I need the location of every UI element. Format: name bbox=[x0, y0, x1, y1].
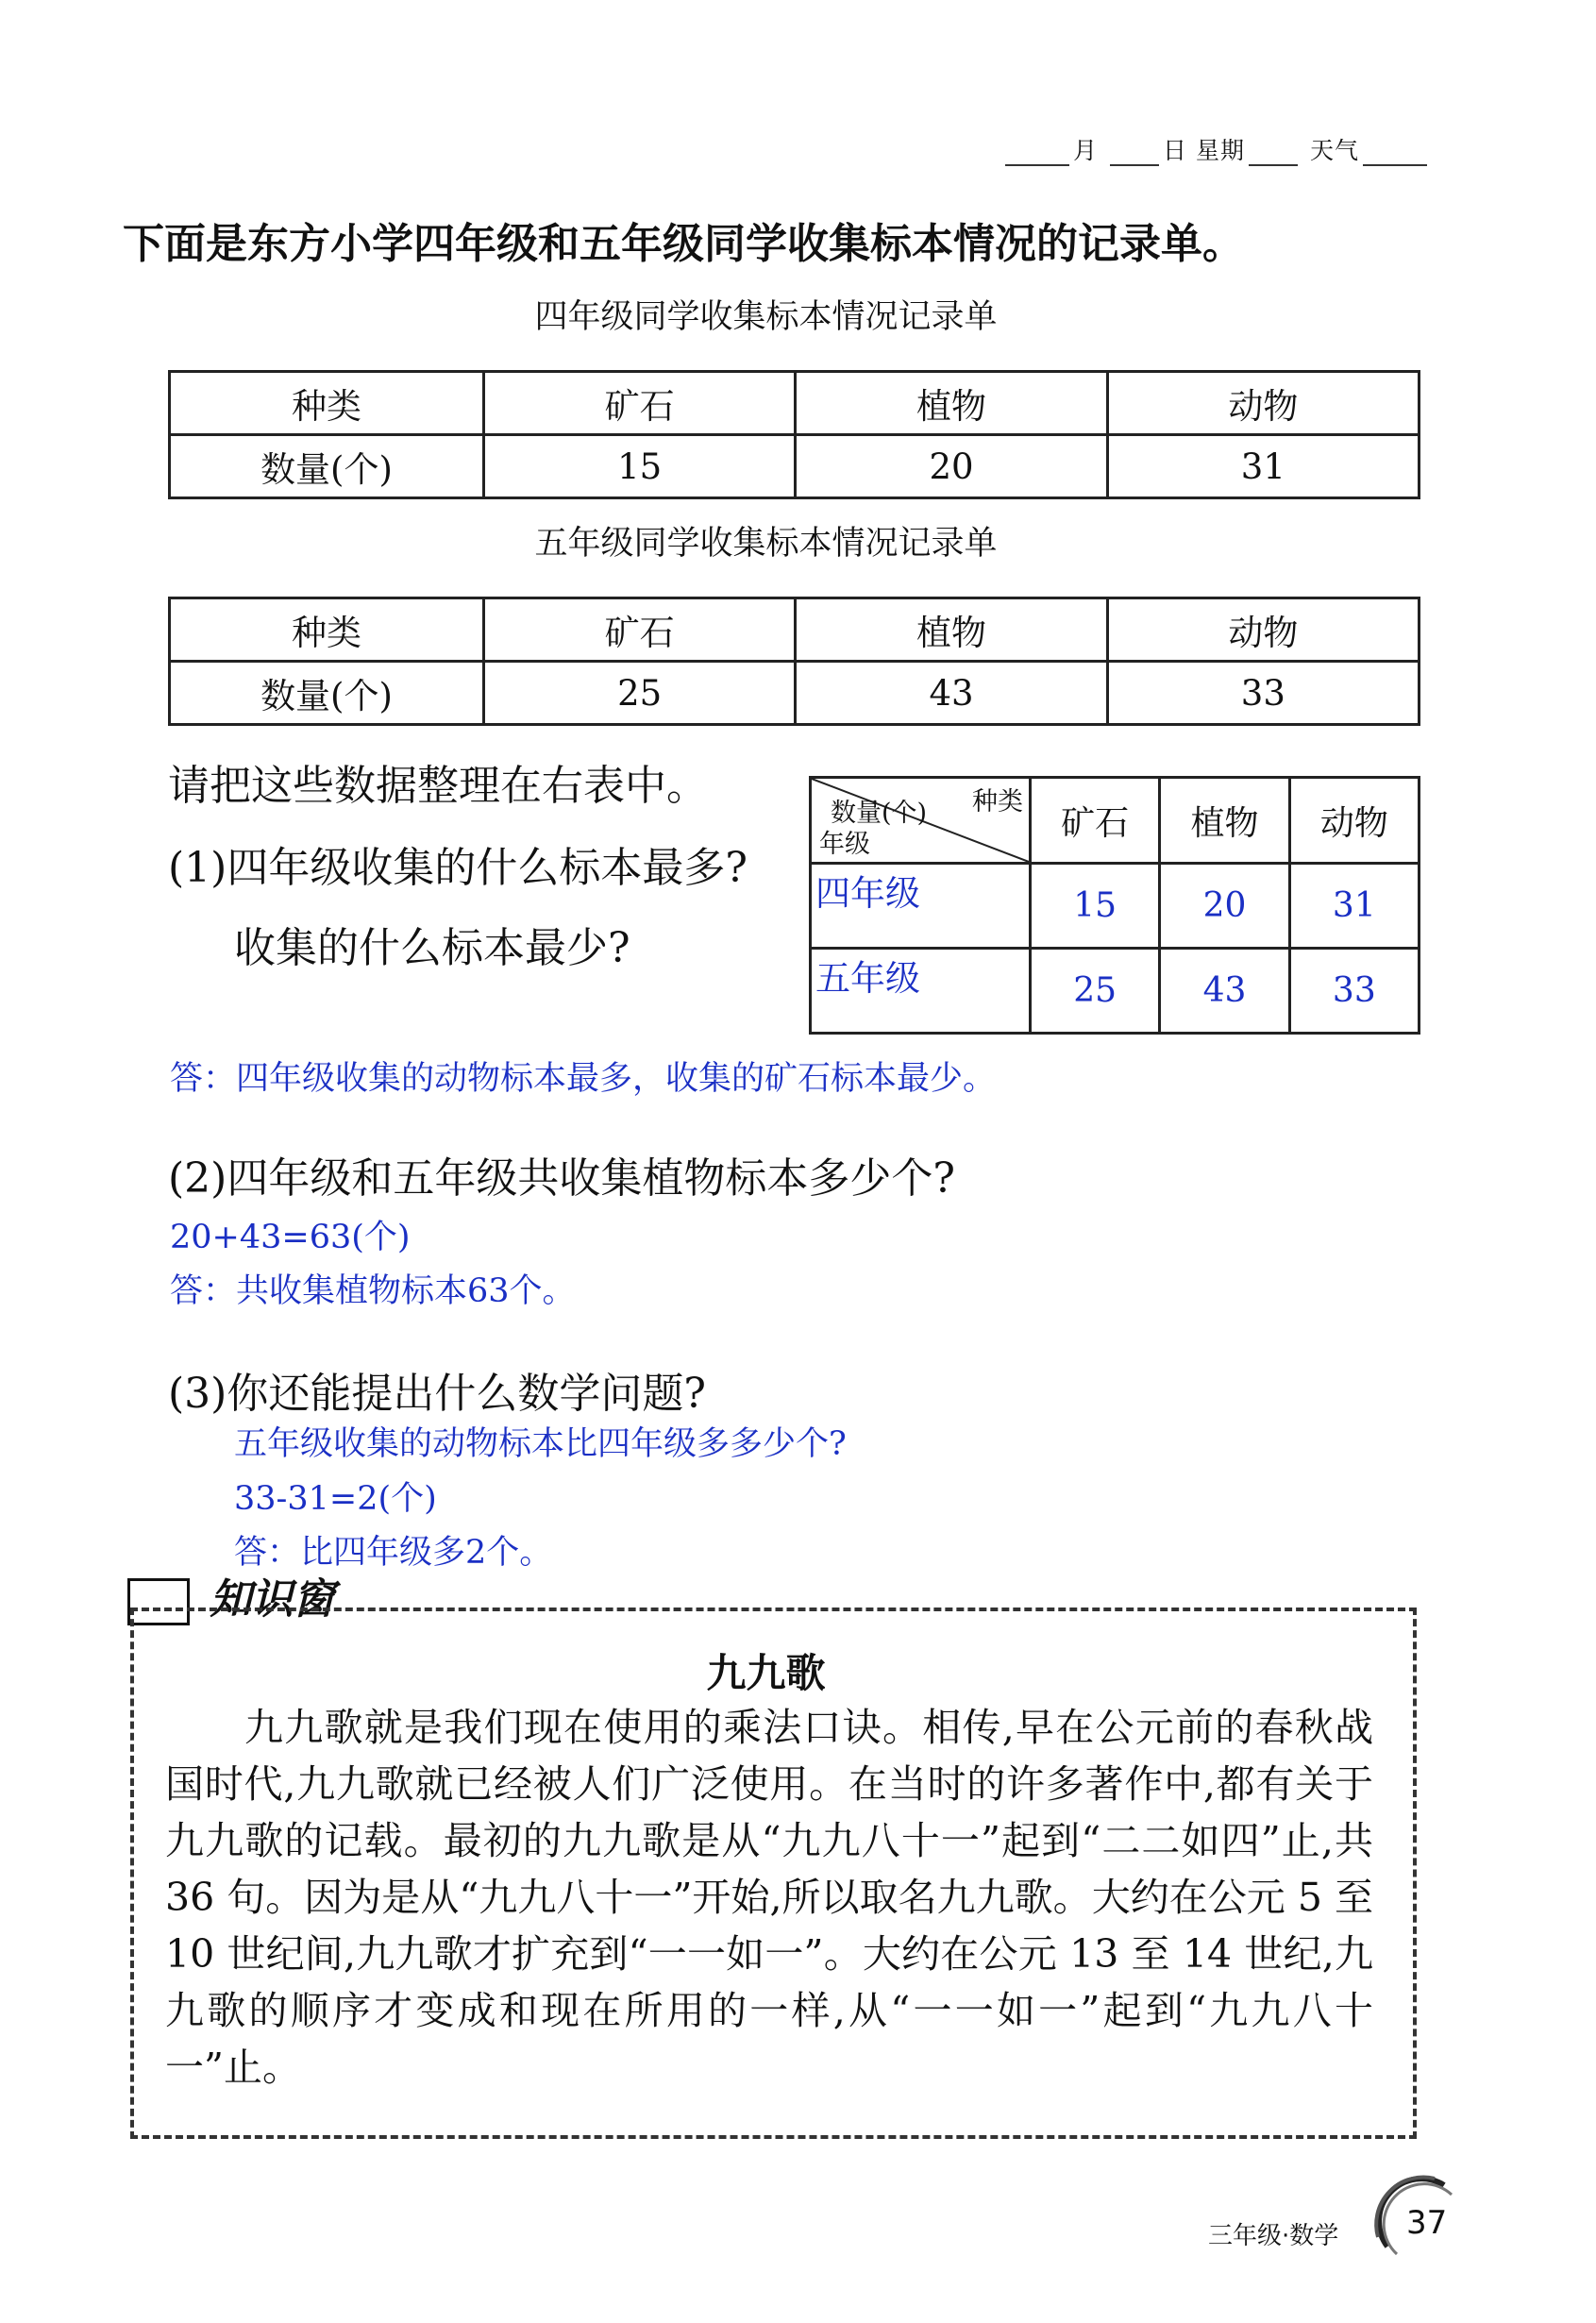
summary-row bbox=[811, 949, 1420, 1034]
knowledge-title: 九九歌 bbox=[706, 1650, 826, 1696]
summary-row-label: 四年级 bbox=[811, 864, 1031, 949]
q3-calc: 33-31=2(个) bbox=[234, 1480, 437, 1518]
corner-mid-label: 数量(个) bbox=[831, 799, 928, 828]
q2-question: (2)四年级和五年级共收集植物标本多少个? bbox=[168, 1154, 955, 1203]
q2-answer: 答：共收集植物标本63个。 bbox=[170, 1272, 576, 1310]
table5-header-cell: 矿石 bbox=[484, 598, 796, 662]
knowledge-logo-text: 知识窗 bbox=[210, 1575, 335, 1624]
table5-cell: 数量(个) bbox=[170, 662, 484, 725]
table4-cell: 20 bbox=[796, 435, 1107, 498]
summary-row bbox=[811, 864, 1420, 949]
table4-cell: 15 bbox=[484, 435, 796, 498]
summary-row-label: 五年级 bbox=[811, 949, 1031, 1034]
page-number: 37 bbox=[1406, 2204, 1448, 2242]
summary-table bbox=[809, 776, 1420, 1035]
table4-header-cell: 植物 bbox=[796, 372, 1107, 435]
q1-line1: (1)四年级收集的什么标本最多? bbox=[168, 844, 748, 892]
summary-col-header: 矿石 bbox=[1031, 778, 1160, 864]
knowledge-paragraph: 九九歌就是我们现在使用的乘法口诀。相传,早在公元前的春秋战国时代,九九歌就已经被人们广泛使用。在当时的许多著作中,都有关于九九歌的记载。最初的九九歌是从“九九八十一”起到“二二如四”止,共 36 句。因为是从“九九八十一”开始,所以取名九九歌。大约在公元 5 至 10 世纪间,九九歌才扩充到“一一如一”。大约在公元 13 至 14 世纪,九九歌的顺序才变成和现在所用的一样,从“一一如一”起到“九九八十一”止。 bbox=[165, 1705, 1373, 2090]
table5-header-cell: 动物 bbox=[1107, 598, 1419, 662]
table5-cell: 25 bbox=[484, 662, 796, 725]
summary-corner bbox=[811, 778, 1031, 864]
summary-cell: 15 bbox=[1031, 864, 1160, 949]
day-label: 日 bbox=[1163, 137, 1188, 164]
table5-header-cell: 种类 bbox=[170, 598, 484, 662]
summary-cell: 25 bbox=[1031, 949, 1160, 1034]
q3-ask: 五年级收集的动物标本比四年级多多少个? bbox=[234, 1425, 847, 1463]
date-weather-line bbox=[1001, 132, 1431, 166]
q3-question: (3)你还能提出什么数学问题? bbox=[168, 1370, 706, 1418]
summary-cell: 20 bbox=[1160, 864, 1289, 949]
month-label: 月 bbox=[1073, 137, 1099, 164]
corner-top-label: 种类 bbox=[972, 787, 1023, 816]
q2-calc: 20+43=63(个) bbox=[170, 1219, 411, 1256]
intro-text: 下面是东方小学四年级和五年级同学收集标本情况的记录单。 bbox=[123, 220, 1244, 268]
table4-caption: 四年级同学收集标本情况记录单 bbox=[534, 298, 998, 336]
corner-bottom-label: 年级 bbox=[819, 830, 870, 859]
summary-cell: 43 bbox=[1160, 949, 1289, 1034]
table4 bbox=[168, 370, 1420, 499]
q1-line2: 收集的什么标本最少? bbox=[234, 924, 630, 972]
table5-cell: 43 bbox=[796, 662, 1107, 725]
summary-cell: 33 bbox=[1289, 949, 1419, 1034]
knowledge-text bbox=[165, 1699, 1373, 2096]
table4-cell: 数量(个) bbox=[170, 435, 484, 498]
table5-caption: 五年级同学收集标本情况记录单 bbox=[534, 525, 998, 563]
table5-cell: 33 bbox=[1107, 662, 1419, 725]
q1-answer: 答：四年级收集的动物标本最多，收集的矿石标本最少。 bbox=[170, 1060, 997, 1098]
table4-cell: 31 bbox=[1107, 435, 1419, 498]
q3-answer: 答：比四年级多2个。 bbox=[234, 1534, 553, 1572]
table4-header-cell: 种类 bbox=[170, 372, 484, 435]
instruction-text: 请把这些数据整理在右表中。 bbox=[168, 762, 708, 810]
summary-cell: 31 bbox=[1289, 864, 1419, 949]
table5 bbox=[168, 597, 1420, 726]
weather-label: 天气 bbox=[1309, 137, 1359, 164]
page-number-badge bbox=[1369, 2171, 1463, 2265]
table4-header-cell: 矿石 bbox=[484, 372, 796, 435]
summary-col-header: 植物 bbox=[1160, 778, 1289, 864]
table4-header-cell: 动物 bbox=[1107, 372, 1419, 435]
table5-header-cell: 植物 bbox=[796, 598, 1107, 662]
footer-grade-subject: 三年级·数学 bbox=[1208, 2222, 1339, 2250]
weekday-label: 星期 bbox=[1196, 137, 1246, 164]
summary-col-header: 动物 bbox=[1289, 778, 1419, 864]
